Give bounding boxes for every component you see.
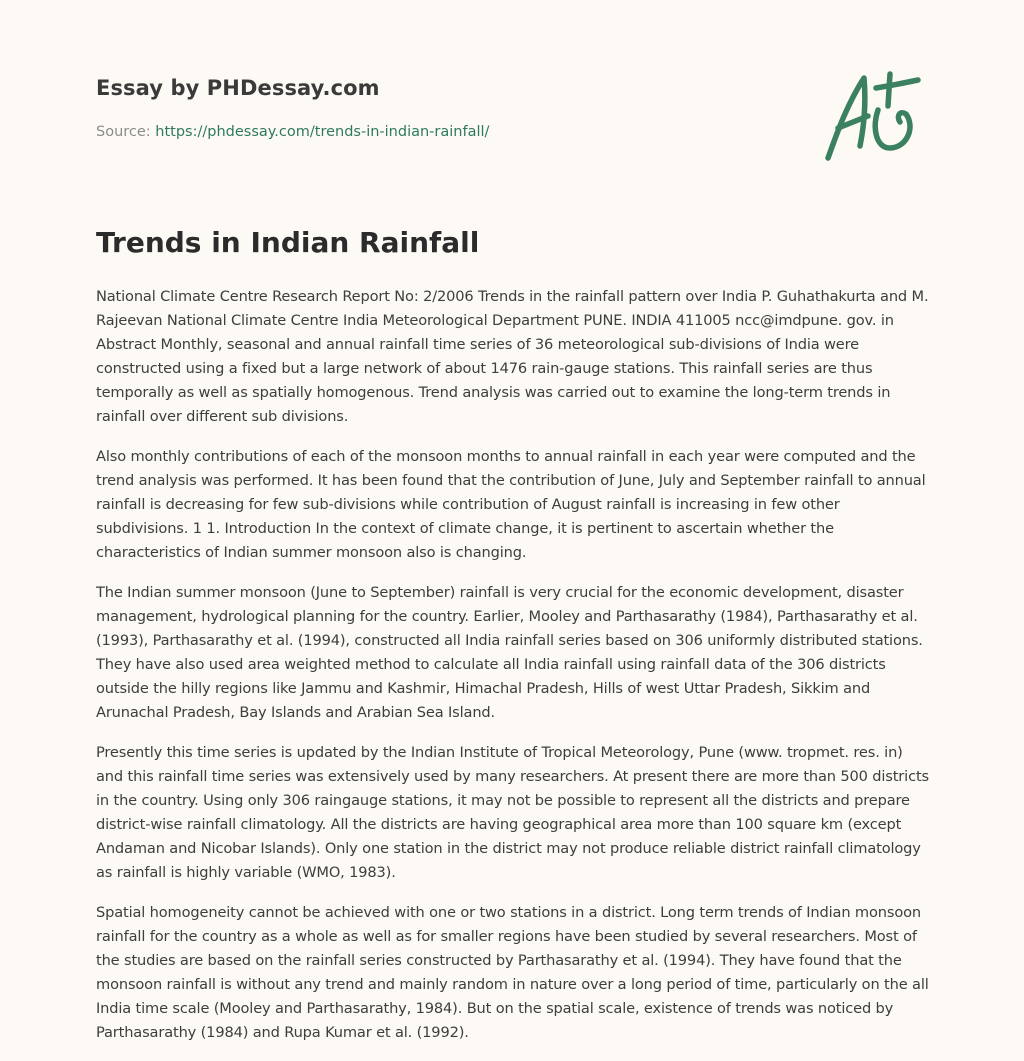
essay-body [96, 285, 932, 1061]
page-title: Trends in Indian Rainfall [96, 226, 480, 259]
a-plus-logo-icon [820, 66, 930, 166]
paragraph: The Indian summer monsoon (June to September) rainfall is very crucial for the economic development, disaster management, hydrological planning for the country. Earlier, Mooley and Parthasarathy (1984), Parthasarathy et al. (1993), Parthasarathy et al. (1994), constructed all India rainfall series based on 306 uniformly distributed stations. They have also used area weighted method to calculate all India rainfall using rainfall data of the 306 districts outside the hilly regions like Jammu and Kashmir, Himachal Pradesh, Hills of west Uttar Pradesh, Sikkim and Arunachal Pradesh, Bay Islands and Arabian Sea Island. [96, 584, 923, 721]
paragraph: Presently this time series is updated by the Indian Institute of Tropical Meteorology, Pune (www. tropmet. res. in) and this rainfall time series was extensively used by many researchers. At present there are more than 500 districts in the country. Using only 306 raingauge stations, it may not be possible to represent all the districts and prepare district-wise rainfall climatology. All the districts are having geographical area more than 100 square km (except Andaman and Nicobar Islands). Only one station in the district may not produce reliable district rainfall climatology as rainfall is highly variable (WMO, 1983). [96, 744, 929, 881]
page-header [96, 76, 928, 140]
site-brand: Essay by PHDessay.com [96, 76, 380, 100]
source-link[interactable]: https://phdessay.com/trends-in-indian-rainfall/ [155, 124, 490, 140]
paragraph: Also monthly contributions of each of the monsoon months to annual rainfall in each year were computed and the trend analysis was performed. It has been found that the contribution of June, July and September rainfall to annual rainfall is decreasing for few sub-divisions while contribution of August rainfall is increasing in few other subdivisions. 1 1. Introduction In the context of climate change, it is pertinent to ascertain whether the characteristics of Indian summer monsoon also is changing. [96, 448, 926, 561]
paragraph: Spatial homogeneity cannot be achieved with one or two stations in a district. Long term trends of Indian monsoon rainfall for the country as a whole as well as for smaller regions have been studied by several researchers. Most of the studies are based on the rainfall series constructed by Parthasarathy et al. (1994). They have found that the monsoon rainfall is without any trend and mainly random in nature over a long period of time, particularly on the all India time scale (Mooley and Parthasarathy, 1984). But on the spatial scale, existence of trends was noticed by Parthasarathy (1984) and Rupa Kumar et al. (1992). [96, 904, 929, 1041]
source-label: Source: [96, 124, 151, 140]
source-line [96, 124, 489, 140]
paragraph: National Climate Centre Research Report No: 2/2006 Trends in the rainfall pattern over India P. Guhathakurta and M. Rajeevan National Climate Centre India Meteorological Department PUNE. INDIA 411005 ncc@imdpune. gov. in Abstract Monthly, seasonal and annual rainfall time series of 36 meteorological sub-divisions of India were constructed using a fixed but a large network of about 1476 rain-gauge stations. This rainfall series are thus temporally as well as spatially homogenous. Trend analysis was carried out to examine the long-term trends in rainfall over different sub divisions. [96, 288, 929, 425]
